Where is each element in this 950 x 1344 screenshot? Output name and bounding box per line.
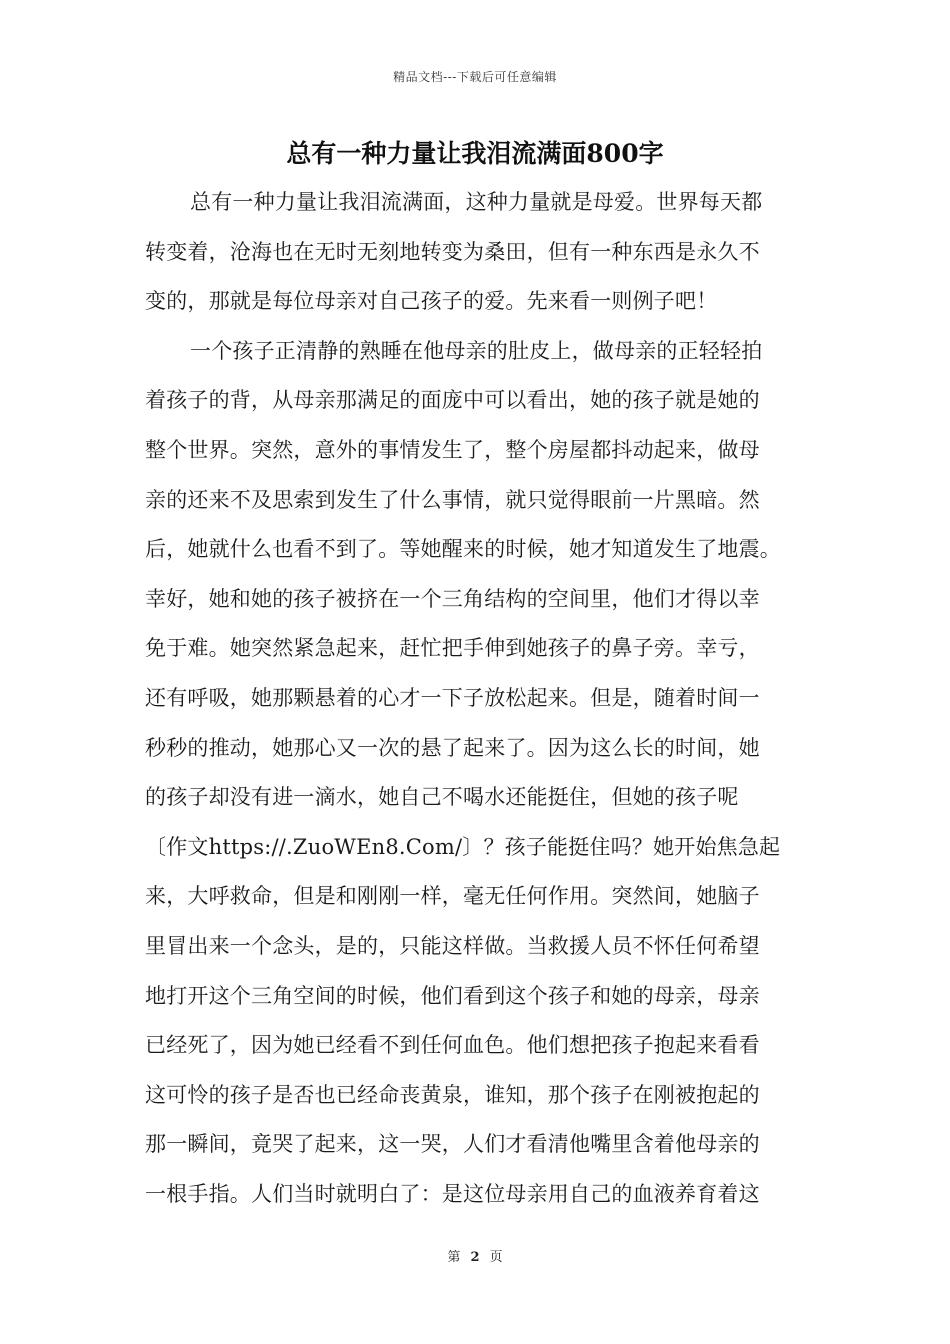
text-line: 还有呼吸，她那颗悬着的心才一下子放松起来。但是，随着时间一 [145, 685, 760, 710]
text-line: 整个世界。突然，意外的事情发生了，整个房屋都抖动起来，做母 [145, 437, 760, 462]
text-line: 那一瞬间，竟哭了起来，这一哭，人们才看清他嘴里含着他母亲的 [145, 1132, 760, 1157]
text-line: 〔作文https://.ZuoWEn8.Com/〕？孩子能挺住吗？她开始焦急起 [145, 834, 781, 859]
text-line: 的孩子却没有进一滴水，她自己不喝水还能挺住，但她的孩子呢 [145, 785, 739, 810]
page-header: 精品文档---下载后可任意编辑 [393, 70, 557, 84]
document-title: 总有一种力量让我泪流满面800字 [286, 139, 664, 168]
text-line: 一根手指。人们当时就明白了：是这位母亲用自己的血液养育着这 [145, 1181, 760, 1206]
text-line: 后，她就什么也看不到了。等她醒来的时候，她才知道发生了地震。 [145, 537, 781, 562]
text-line: 已经死了，因为她已经看不到任何血色。他们想把孩子抱起来看看 [145, 1033, 760, 1058]
text-line: 地打开这个三角空间的时候，他们看到这个孩子和她的母亲，母亲 [145, 983, 760, 1008]
text-line: 着孩子的背，从母亲那满足的面庞中可以看出，她的孩子就是她的 [145, 388, 760, 413]
text-line: 来，大呼救命，但是和刚刚一样，毫无任何作用。突然间，她脑子 [145, 884, 760, 909]
page-prefix: 第 [447, 1250, 461, 1265]
text-line: 免于难。她突然紧急起来，赶忙把手伸到她孩子的鼻子旁。幸亏， [145, 636, 760, 661]
page-suffix: 页 [489, 1250, 503, 1265]
text-line: 亲的还来不及思索到发生了什么事情，就只觉得眼前一片黑暗。然 [145, 487, 760, 512]
text-line: 这可怜的孩子是否也已经命丧黄泉，谁知，那个孩子在刚被抱起的 [145, 1082, 760, 1107]
text-line: 秒秒的推动，她那心又一次的悬了起来了。因为这么长的时间，她 [145, 735, 760, 760]
text-line: 变的，那就是每位母亲对自己孩子的爱。先来看一则例子吧！ [145, 289, 718, 314]
page-number: 2 [470, 1250, 480, 1265]
page-footer [0, 1246, 950, 1265]
text-line: 一个孩子正清静的熟睡在他母亲的肚皮上，做母亲的正轻轻拍 [190, 338, 763, 363]
essay-body [145, 178, 810, 1219]
text-line: 幸好，她和她的孩子被挤在一个三角结构的空间里，他们才得以幸 [145, 586, 760, 611]
text-line: 里冒出来一个念头，是的，只能这样做。当救援人员不怀任何希望 [145, 933, 760, 958]
text-line: 总有一种力量让我泪流满面，这种力量就是母爱。世界每天都 [190, 190, 763, 214]
text-line: 转变着，沧海也在无时无刻地转变为桑田，但有一种东西是永久不 [145, 239, 760, 264]
